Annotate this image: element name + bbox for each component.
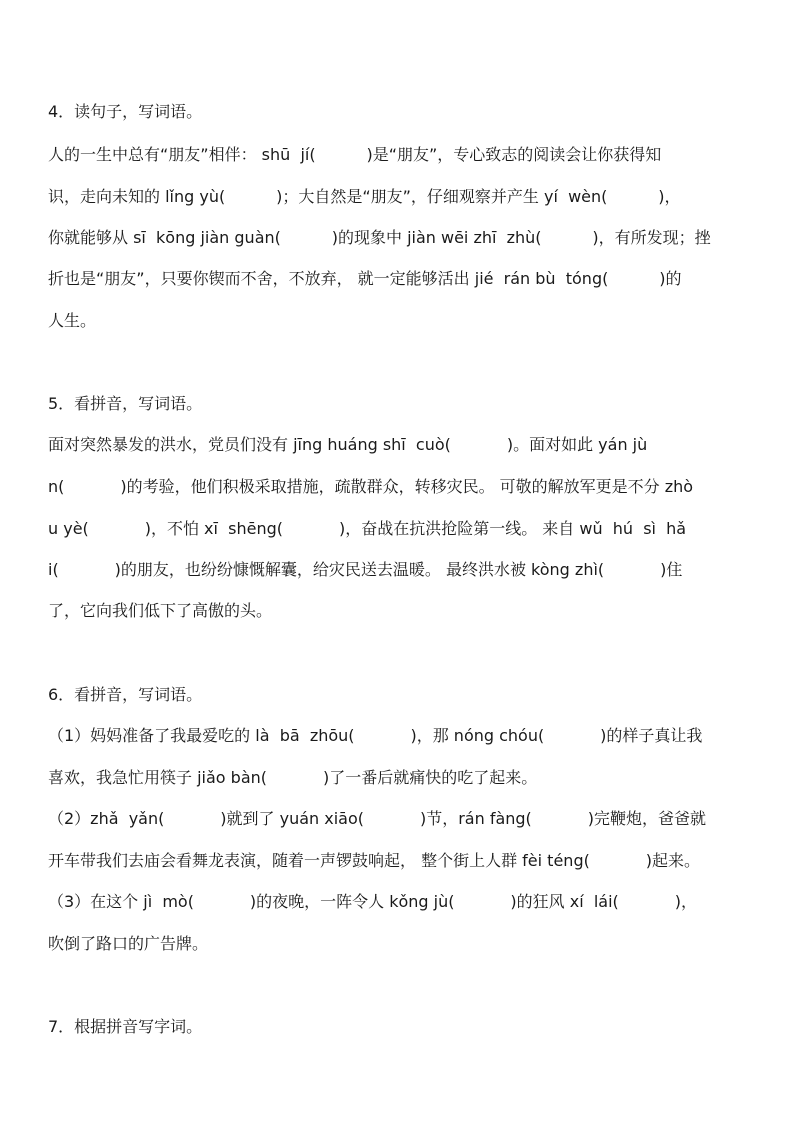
q4-line: 识，走向未知的 lǐng yù( )；大自然是“朋友”，仔细观察并产生 yí wèn( )， xyxy=(48,187,681,206)
q5-line: u yè( )，不怕 xī shēng( )，奋战在抗洪抢险第一线。 来自 wǔ hú sì hǎ xyxy=(48,519,687,538)
q5-line: i( )的朋友，也纷纷慷慨解囊，给灾民送去温暖。 最终洪水被 kòng zhì( )住 xyxy=(48,560,683,579)
q6-line: 开车带我们去庙会看舞龙表演，随着一声锣鼓响起， 整个街上人群 fèi téng( )起来。 xyxy=(48,851,701,870)
q5-line: n( )的考验，他们积极采取措施，疏散群众，转移灾民。 可敬的解放军更是不分 zhò xyxy=(48,477,694,496)
q5-title: 5．看拼音，写词语。 xyxy=(48,394,203,413)
q4-line: 人生。 xyxy=(48,311,97,330)
q6-line: （2）zhǎ yǎn( )就到了 yuán xiāo( )节，rán fàng( )完鞭炮，爸爸就 xyxy=(48,809,706,828)
q4-line: 你就能够从 sī kōng jiàn guàn( )的现象中 jiàn wēi zhī zhù( )，有所发现；挫 xyxy=(48,228,711,247)
q6-title: 6．看拼音，写词语。 xyxy=(48,685,203,704)
q4-line: 折也是“朋友”，只要你锲而不舍，不放弃， 就一定能够活出 jié rán bù tóng( )的 xyxy=(48,269,682,288)
q5-line: 了，它向我们低下了高傲的头。 xyxy=(48,601,273,620)
q6-line: 吹倒了路口的广告牌。 xyxy=(48,934,209,953)
q7-title: 7．根据拼音写字词。 xyxy=(48,1017,203,1036)
q6-line: （3）在这个 jì mò( )的夜晚，一阵令人 kǒng jù( )的狂风 xí lái( )， xyxy=(48,892,697,911)
q4-line: 人的一生中总有“朋友”相伴： shū jí( )是“朋友”，专心致志的阅读会让你获得知 xyxy=(48,145,662,164)
q6-line: （1）妈妈准备了我最爱吃的 là bā zhōu( )，那 nóng chóu( )的样子真让我 xyxy=(48,726,703,745)
q5-line: 面对突然暴发的洪水，党员们没有 jīng huáng shī cuò( )。面对如此 yán jù xyxy=(48,435,648,454)
q6-line: 喜欢，我急忙用筷子 jiǎo bàn( )了一番后就痛快的吃了起来。 xyxy=(48,768,538,787)
q4-title: 4．读句子，写词语。 xyxy=(48,102,203,121)
